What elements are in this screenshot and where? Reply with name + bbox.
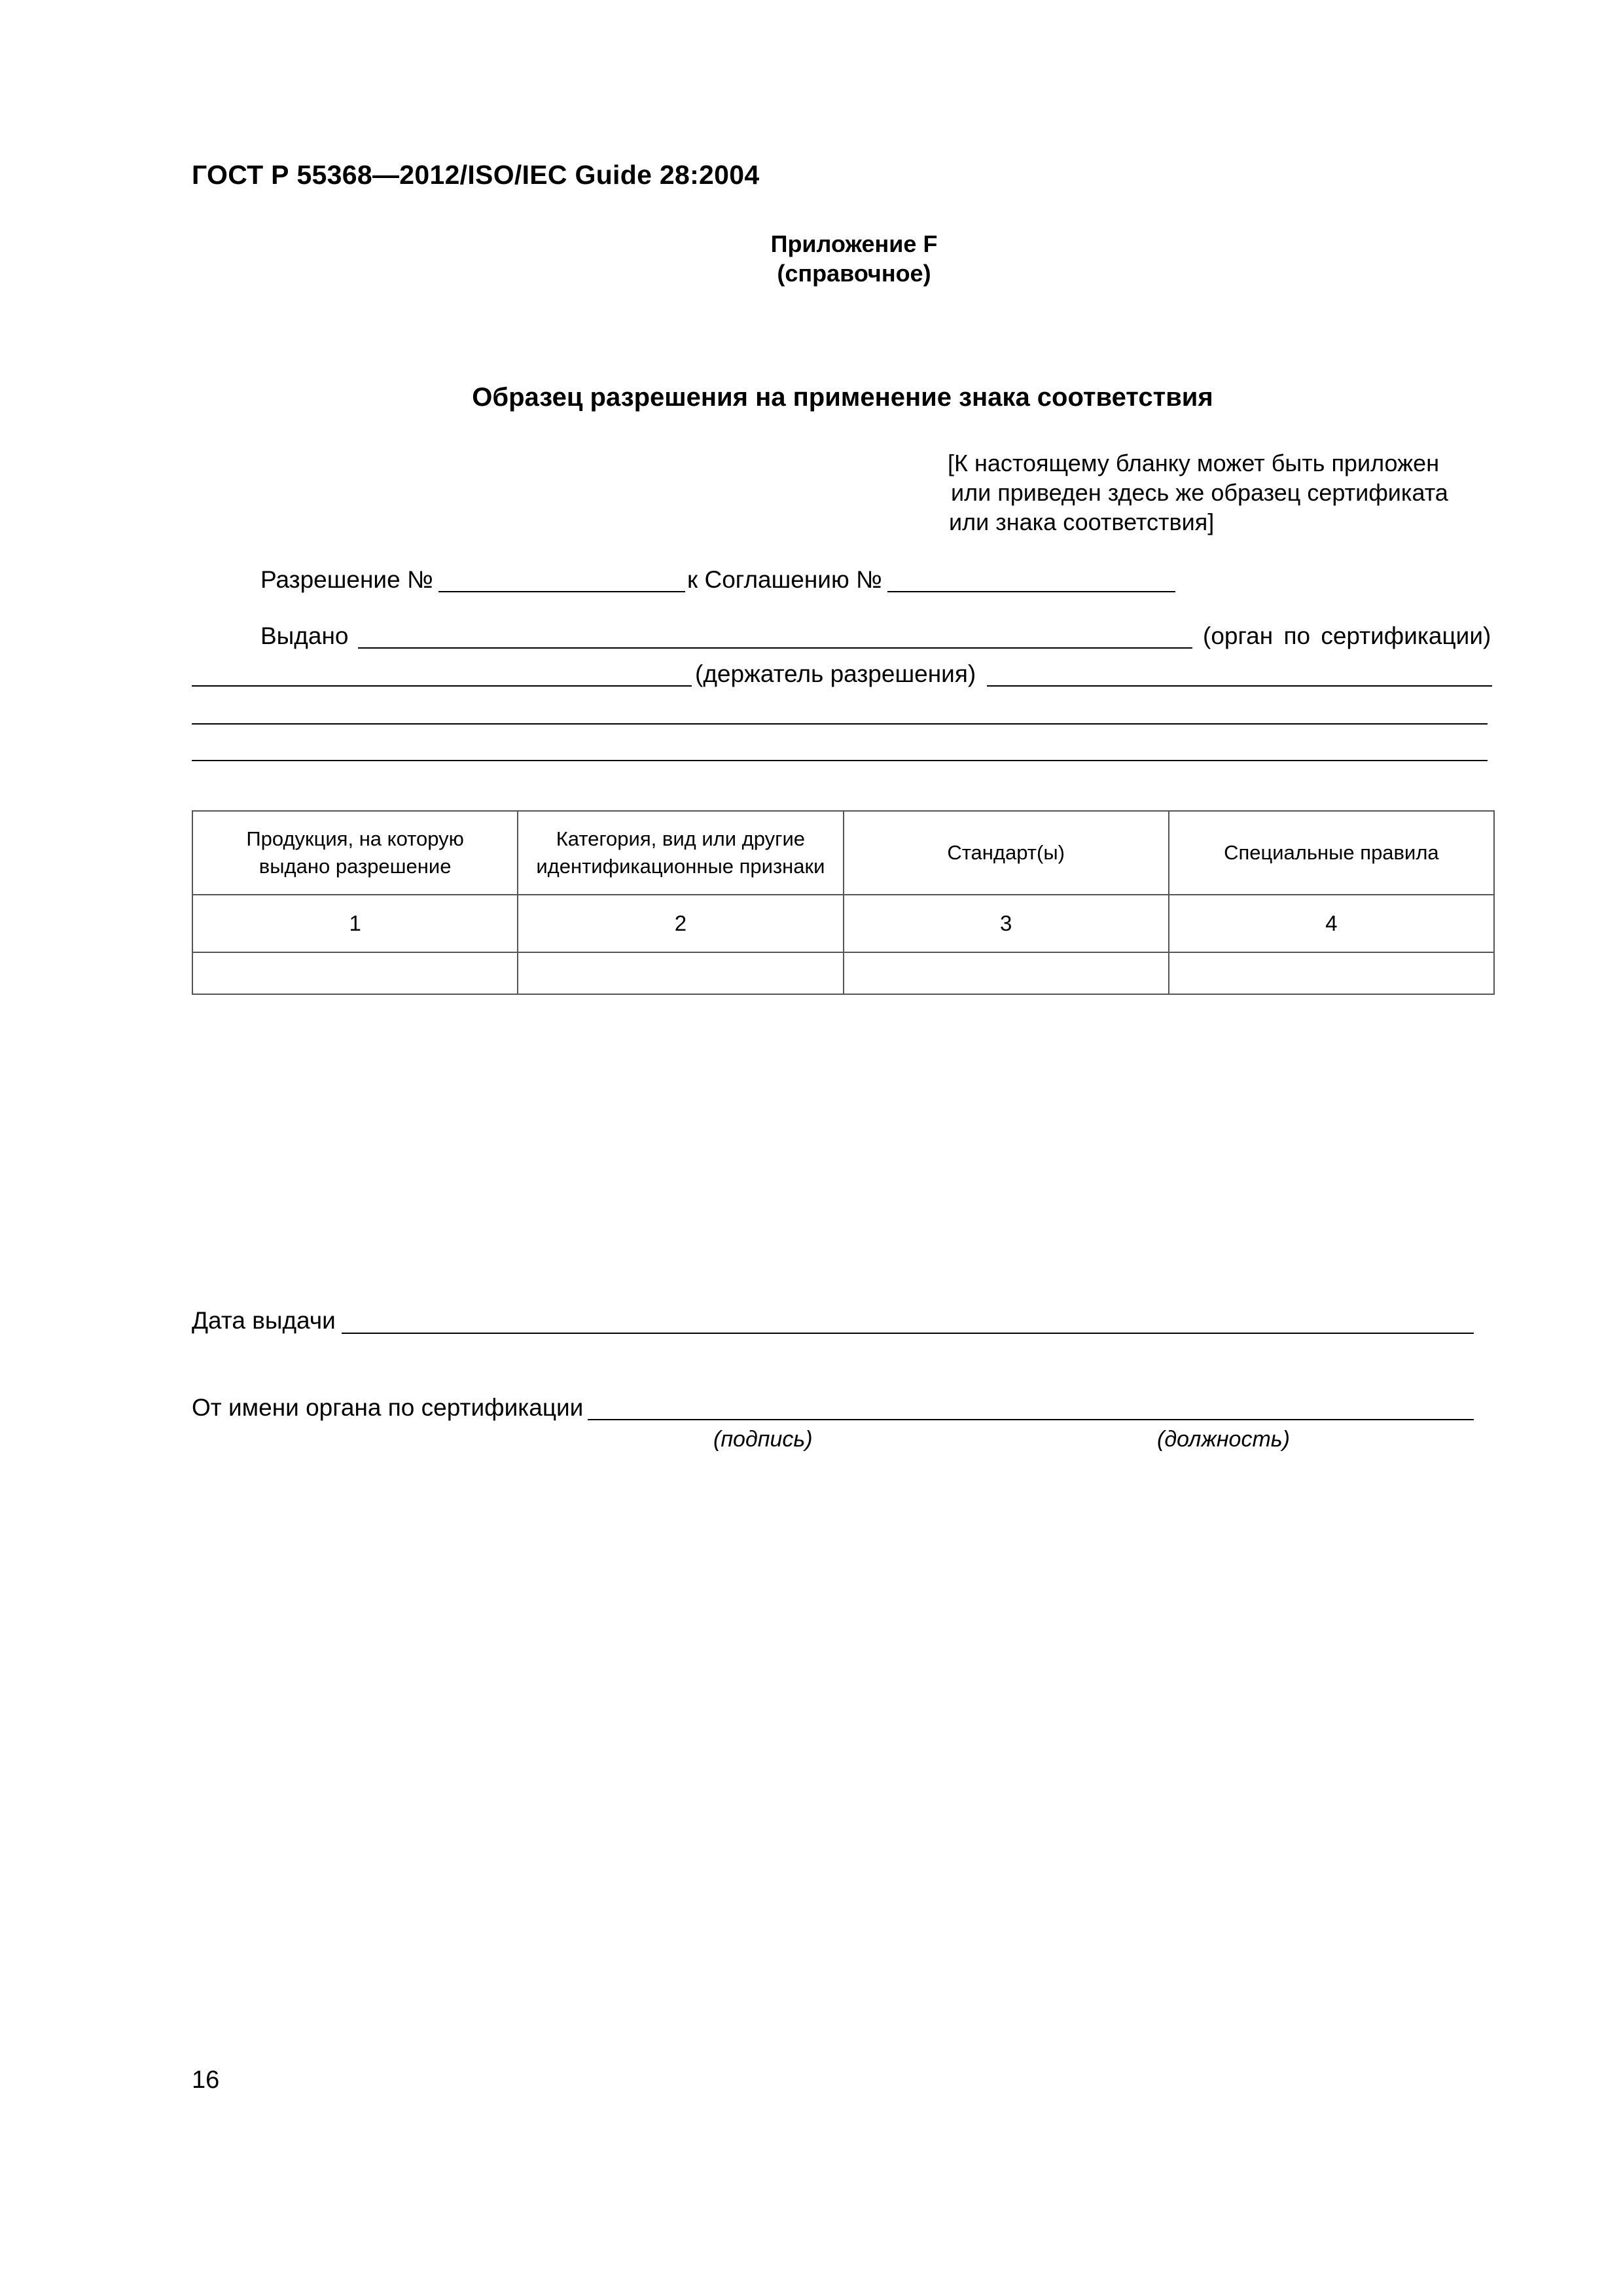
issue-date-label: Дата выдачи <box>192 1307 336 1334</box>
header-cell-standards <box>844 811 1169 895</box>
page-number: 16 <box>192 2066 220 2094</box>
signature-caption: (подпись) <box>713 1427 813 1452</box>
column-number: 2 <box>518 895 843 952</box>
header-text: идентификационные признаки <box>536 855 825 878</box>
form-title: Образец разрешения на применение знака соответствия <box>472 383 1213 412</box>
position-caption: (должность) <box>1157 1427 1290 1452</box>
column-number: 3 <box>844 895 1169 952</box>
appendix-type: (справочное) <box>777 260 931 287</box>
appendix-title: Приложение F <box>770 230 938 257</box>
permission-number-field[interactable] <box>438 591 685 592</box>
column-number: 1 <box>192 895 518 952</box>
issue-date-field[interactable] <box>342 1333 1474 1334</box>
holder-field-line[interactable] <box>192 723 1488 725</box>
document-code-header: ГОСТ Р 55368—2012/ISO/IEC Guide 28:2004 <box>192 160 760 190</box>
header-cell-products <box>192 811 518 895</box>
table-row-column-numbers <box>192 895 1494 952</box>
header-text: Категория, вид или другие <box>556 827 806 850</box>
certification-body-label: (орган по сертификации) <box>1203 622 1491 649</box>
agreement-number-field[interactable] <box>887 591 1175 592</box>
header-cell-special-rules <box>1169 811 1494 895</box>
holder-field-right[interactable] <box>987 685 1492 687</box>
table-cell-empty[interactable] <box>1169 952 1494 994</box>
issued-to-label: Выдано <box>260 622 349 649</box>
holder-field-line[interactable] <box>192 760 1488 761</box>
header-text: выдано разрешение <box>259 855 452 878</box>
table-cell-empty[interactable] <box>844 952 1169 994</box>
holder-field-left[interactable] <box>192 685 692 687</box>
table-cell-empty[interactable] <box>518 952 843 994</box>
header-text: Специальные правила <box>1224 841 1439 864</box>
agreement-number-label: к Соглашению № <box>687 566 882 593</box>
header-text: Продукция, на которую <box>246 827 464 850</box>
on-behalf-label: От имени органа по сертификации <box>192 1394 584 1421</box>
column-number: 4 <box>1169 895 1494 952</box>
permission-number-label: Разрешение № <box>260 566 433 593</box>
table-header-row <box>192 811 1494 895</box>
table-cell-empty[interactable] <box>192 952 518 994</box>
header-cell-category <box>518 811 843 895</box>
note-line: или знака соответствия] <box>949 509 1215 535</box>
header-text: Стандарт(ы) <box>947 841 1065 864</box>
permission-holder-label: (держатель разрешения) <box>695 660 976 687</box>
note-line: [К настоящему бланку может быть приложен <box>948 450 1440 476</box>
certification-body-field[interactable] <box>358 647 1192 649</box>
signature-field[interactable] <box>588 1419 1474 1420</box>
table-row-empty <box>192 952 1494 994</box>
note-line: или приведен здесь же образец сертификата <box>951 479 1448 506</box>
product-table <box>192 810 1495 995</box>
